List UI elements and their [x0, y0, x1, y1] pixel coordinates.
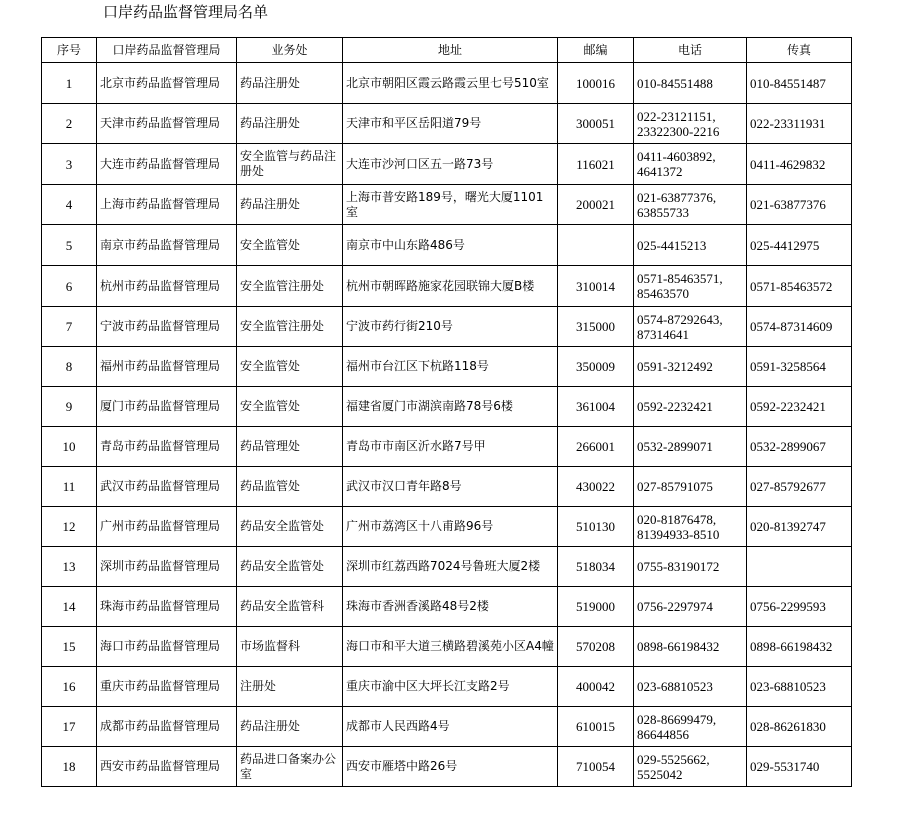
cell-bureau: 武汉市药品监督管理局	[97, 467, 237, 507]
cell-bureau: 珠海市药品监督管理局	[97, 587, 237, 627]
table-row	[42, 547, 852, 587]
table-row	[42, 467, 852, 507]
cell-phone: 0532-2899071	[634, 427, 747, 467]
cell-address: 海口市和平大道三横路碧溪苑小区A4幢	[343, 627, 558, 667]
cell-phone: 010-84551488	[634, 63, 747, 104]
cell-zip: 518034	[558, 547, 634, 587]
table-body	[42, 63, 852, 787]
cell-bureau: 广州市药品监督管理局	[97, 507, 237, 547]
cell-bureau: 成都市药品监督管理局	[97, 707, 237, 747]
cell-zip: 266001	[558, 427, 634, 467]
cell-dept: 安全监管处	[237, 387, 343, 427]
header-dept: 业务处	[237, 38, 343, 63]
cell-bureau: 福州市药品监督管理局	[97, 347, 237, 387]
cell-fax: 0592-2232421	[747, 387, 852, 427]
cell-fax: 027-85792677	[747, 467, 852, 507]
cell-no: 6	[42, 266, 97, 307]
table-row	[42, 747, 852, 787]
cell-bureau: 深圳市药品监督管理局	[97, 547, 237, 587]
cell-phone: 022-23121151, 23322300-2216	[634, 104, 747, 144]
cell-zip: 200021	[558, 185, 634, 225]
cell-zip: 300051	[558, 104, 634, 144]
table-row	[42, 185, 852, 225]
cell-no: 13	[42, 547, 97, 587]
cell-phone: 0592-2232421	[634, 387, 747, 427]
cell-phone: 0756-2297974	[634, 587, 747, 627]
cell-no: 17	[42, 707, 97, 747]
cell-dept: 药品安全监管科	[237, 587, 343, 627]
cell-bureau: 北京市药品监督管理局	[97, 63, 237, 104]
cell-address: 福州市台江区下杭路118号	[343, 347, 558, 387]
cell-fax	[747, 547, 852, 587]
cell-bureau: 青岛市药品监督管理局	[97, 427, 237, 467]
cell-fax: 0898-66198432	[747, 627, 852, 667]
cell-address: 大连市沙河口区五一路73号	[343, 144, 558, 185]
table-row	[42, 307, 852, 347]
cell-no: 2	[42, 104, 97, 144]
cell-address: 珠海市香洲香溪路48号2楼	[343, 587, 558, 627]
cell-dept: 药品注册处	[237, 104, 343, 144]
header-phone: 电话	[634, 38, 747, 63]
cell-zip: 361004	[558, 387, 634, 427]
cell-phone: 020-81876478, 81394933-8510	[634, 507, 747, 547]
cell-zip: 570208	[558, 627, 634, 667]
cell-zip	[558, 225, 634, 266]
cell-zip: 315000	[558, 307, 634, 347]
bureau-table	[41, 37, 852, 787]
cell-zip: 519000	[558, 587, 634, 627]
cell-address: 北京市朝阳区霞云路霞云里七号510室	[343, 63, 558, 104]
cell-no: 3	[42, 144, 97, 185]
cell-address: 西安市雁塔中路26号	[343, 747, 558, 787]
table-row	[42, 427, 852, 467]
cell-phone: 0571-85463571, 85463570	[634, 266, 747, 307]
cell-bureau: 厦门市药品监督管理局	[97, 387, 237, 427]
cell-phone: 029-5525662, 5525042	[634, 747, 747, 787]
cell-zip: 100016	[558, 63, 634, 104]
cell-phone: 023-68810523	[634, 667, 747, 707]
cell-dept: 药品注册处	[237, 63, 343, 104]
cell-phone: 025-4415213	[634, 225, 747, 266]
cell-address: 宁波市药行街210号	[343, 307, 558, 347]
cell-fax: 0411-4629832	[747, 144, 852, 185]
cell-address: 广州市荔湾区十八甫路96号	[343, 507, 558, 547]
cell-dept: 安全监管注册处	[237, 307, 343, 347]
cell-no: 5	[42, 225, 97, 266]
cell-dept: 安全监管处	[237, 347, 343, 387]
header-bureau: 口岸药品监督管理局	[97, 38, 237, 63]
cell-fax: 022-23311931	[747, 104, 852, 144]
cell-bureau: 上海市药品监督管理局	[97, 185, 237, 225]
cell-phone: 0755-83190172	[634, 547, 747, 587]
cell-no: 10	[42, 427, 97, 467]
cell-zip: 430022	[558, 467, 634, 507]
cell-dept: 药品安全监管处	[237, 507, 343, 547]
cell-dept: 药品进口备案办公室	[237, 747, 343, 787]
cell-zip: 350009	[558, 347, 634, 387]
cell-no: 18	[42, 747, 97, 787]
page-title: 口岸药品监督管理局名单	[103, 3, 269, 21]
cell-no: 11	[42, 467, 97, 507]
cell-bureau: 天津市药品监督管理局	[97, 104, 237, 144]
cell-fax: 021-63877376	[747, 185, 852, 225]
cell-fax: 028-86261830	[747, 707, 852, 747]
table-row	[42, 63, 852, 104]
table-row	[42, 144, 852, 185]
cell-no: 8	[42, 347, 97, 387]
cell-fax: 023-68810523	[747, 667, 852, 707]
table-row	[42, 587, 852, 627]
cell-address: 杭州市朝晖路施家花园联锦大厦B楼	[343, 266, 558, 307]
cell-no: 15	[42, 627, 97, 667]
header-row	[42, 38, 852, 63]
header-no: 序号	[42, 38, 97, 63]
cell-zip: 310014	[558, 266, 634, 307]
cell-zip: 510130	[558, 507, 634, 547]
cell-address: 武汉市汉口青年路8号	[343, 467, 558, 507]
table-row	[42, 266, 852, 307]
cell-fax: 0532-2899067	[747, 427, 852, 467]
cell-dept: 药品注册处	[237, 707, 343, 747]
cell-phone: 0898-66198432	[634, 627, 747, 667]
table-header	[42, 38, 852, 63]
cell-phone: 0591-3212492	[634, 347, 747, 387]
cell-dept: 注册处	[237, 667, 343, 707]
cell-bureau: 重庆市药品监督管理局	[97, 667, 237, 707]
cell-dept: 药品安全监管处	[237, 547, 343, 587]
cell-address: 深圳市红荔西路7024号鲁班大厦2楼	[343, 547, 558, 587]
cell-fax: 0571-85463572	[747, 266, 852, 307]
cell-address: 成都市人民西路4号	[343, 707, 558, 747]
cell-dept: 安全监管处	[237, 225, 343, 266]
cell-bureau: 南京市药品监督管理局	[97, 225, 237, 266]
cell-fax: 0574-87314609	[747, 307, 852, 347]
cell-no: 16	[42, 667, 97, 707]
cell-phone: 027-85791075	[634, 467, 747, 507]
cell-dept: 安全监管与药品注册处	[237, 144, 343, 185]
table-row	[42, 627, 852, 667]
table-row	[42, 667, 852, 707]
cell-bureau: 杭州市药品监督管理局	[97, 266, 237, 307]
cell-zip: 400042	[558, 667, 634, 707]
cell-address: 青岛市市南区沂水路7号甲	[343, 427, 558, 467]
cell-phone: 021-63877376, 63855733	[634, 185, 747, 225]
cell-dept: 药品注册处	[237, 185, 343, 225]
table-row	[42, 225, 852, 266]
table-row	[42, 387, 852, 427]
table-row	[42, 104, 852, 144]
cell-bureau: 海口市药品监督管理局	[97, 627, 237, 667]
cell-fax: 0591-3258564	[747, 347, 852, 387]
cell-no: 4	[42, 185, 97, 225]
cell-address: 福建省厦门市湖滨南路78号6楼	[343, 387, 558, 427]
cell-no: 12	[42, 507, 97, 547]
cell-zip: 116021	[558, 144, 634, 185]
cell-no: 14	[42, 587, 97, 627]
cell-fax: 010-84551487	[747, 63, 852, 104]
cell-address: 天津市和平区岳阳道79号	[343, 104, 558, 144]
cell-no: 7	[42, 307, 97, 347]
cell-zip: 710054	[558, 747, 634, 787]
cell-zip: 610015	[558, 707, 634, 747]
header-zip: 邮编	[558, 38, 634, 63]
cell-phone: 0574-87292643, 87314641	[634, 307, 747, 347]
cell-no: 9	[42, 387, 97, 427]
cell-fax: 029-5531740	[747, 747, 852, 787]
header-fax: 传真	[747, 38, 852, 63]
cell-fax: 025-4412975	[747, 225, 852, 266]
cell-dept: 药品监管处	[237, 467, 343, 507]
cell-bureau: 西安市药品监督管理局	[97, 747, 237, 787]
table-row	[42, 707, 852, 747]
header-address: 地址	[343, 38, 558, 63]
cell-address: 南京市中山东路486号	[343, 225, 558, 266]
cell-dept: 安全监管注册处	[237, 266, 343, 307]
cell-phone: 028-86699479, 86644856	[634, 707, 747, 747]
table-row	[42, 347, 852, 387]
cell-dept: 药品管理处	[237, 427, 343, 467]
cell-bureau: 大连市药品监督管理局	[97, 144, 237, 185]
cell-phone: 0411-4603892, 4641372	[634, 144, 747, 185]
cell-address: 上海市普安路189号，曙光大厦1101室	[343, 185, 558, 225]
cell-bureau: 宁波市药品监督管理局	[97, 307, 237, 347]
cell-address: 重庆市渝中区大坪长江支路2号	[343, 667, 558, 707]
cell-dept: 市场监督科	[237, 627, 343, 667]
table-row	[42, 507, 852, 547]
cell-fax: 0756-2299593	[747, 587, 852, 627]
cell-no: 1	[42, 63, 97, 104]
cell-fax: 020-81392747	[747, 507, 852, 547]
